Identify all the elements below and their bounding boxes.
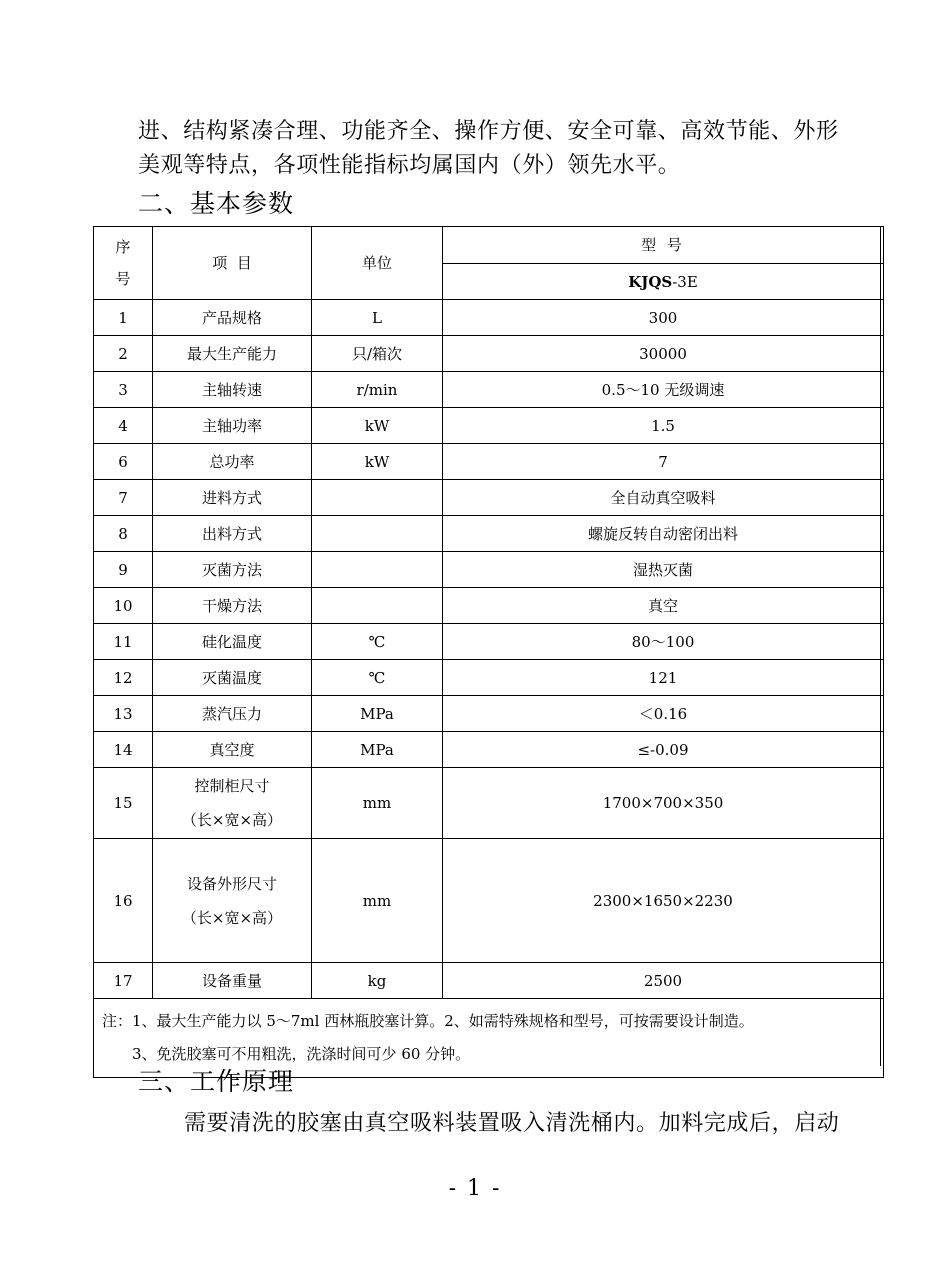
cell-seq: 7 (94, 480, 153, 516)
table-row (94, 444, 884, 480)
table-row (94, 768, 884, 839)
table-row (94, 336, 884, 372)
cell-item-line1: 控制柜尺寸 (194, 777, 270, 795)
cell-seq: 1 (94, 300, 153, 336)
header-model-code (443, 264, 884, 300)
cell-value: 1.5 (443, 408, 884, 444)
cell-seq: 17 (94, 963, 153, 999)
table-row (94, 696, 884, 732)
cell-seq: 11 (94, 624, 153, 660)
table-row (94, 516, 884, 552)
intro-line-2: 美观等特点，各项性能指标均属国内（外）领先水平。 (138, 153, 681, 178)
cell-unit (312, 516, 443, 552)
cell-seq: 9 (94, 552, 153, 588)
cell-unit (312, 480, 443, 516)
cell-item: 总功率 (153, 444, 312, 480)
cell-item: 硅化温度 (153, 624, 312, 660)
header-seq-top: 序 (115, 238, 131, 256)
cell-seq: 8 (94, 516, 153, 552)
table-row (94, 588, 884, 624)
cell-unit: MPa (312, 732, 443, 768)
cell-unit: kW (312, 408, 443, 444)
cell-item: 灭菌温度 (153, 660, 312, 696)
cell-value: 螺旋反转自动密闭出料 (443, 516, 884, 552)
table-row (94, 372, 884, 408)
cell-seq: 12 (94, 660, 153, 696)
cell-seq: 14 (94, 732, 153, 768)
table-row (94, 624, 884, 660)
note-line-1: 注：1、最大生产能力以 5～7ml 西林瓶胶塞计算。2、如需特殊规格和型号，可按需要设计制造。 (102, 1012, 754, 1030)
cell-unit: ℃ (312, 660, 443, 696)
parameter-table (93, 226, 884, 1078)
cell-unit: mm (312, 768, 443, 839)
cell-unit: kg (312, 963, 443, 999)
table-row (94, 480, 884, 516)
table-row (94, 732, 884, 768)
cell-item-line2: （长×宽×高） (181, 908, 283, 927)
cell-value: ≤-0.09 (443, 732, 884, 768)
cell-value: 300 (443, 300, 884, 336)
table-row (94, 552, 884, 588)
cell-value: 121 (443, 660, 884, 696)
cell-item: 干燥方法 (153, 588, 312, 624)
section-3-heading: 三、工作原理 (138, 1067, 295, 1096)
cell-seq: 4 (94, 408, 153, 444)
cell-value: 80～100 (443, 624, 884, 660)
cell-value: 2500 (443, 963, 884, 999)
cell-value: 湿热灭菌 (443, 552, 884, 588)
cell-item-line1: 设备外形尺寸 (186, 874, 277, 893)
cell-unit: r/min (312, 372, 443, 408)
cell-item: 灭菌方法 (153, 552, 312, 588)
cell-seq: 10 (94, 588, 153, 624)
section-2-heading: 二、基本参数 (138, 189, 295, 218)
cell-value: 30000 (443, 336, 884, 372)
cell-unit (312, 552, 443, 588)
cell-unit: L (312, 300, 443, 336)
header-unit: 单位 (312, 227, 443, 300)
cell-item: 主轴功率 (153, 408, 312, 444)
cell-item-line2: （长×宽×高） (181, 811, 283, 829)
cell-seq: 3 (94, 372, 153, 408)
cell-value: 全自动真空吸料 (443, 480, 884, 516)
header-item: 项 目 (153, 227, 312, 300)
note-line-2: 3、免洗胶塞可不用粗洗，洗涤时间可少 60 分钟。 (132, 1045, 471, 1063)
table-header-row (94, 227, 884, 264)
cell-item: 真空度 (153, 732, 312, 768)
cell-unit: MPa (312, 696, 443, 732)
cell-value: 真空 (443, 588, 884, 624)
header-seq (94, 227, 153, 300)
table-row (94, 300, 884, 336)
page-number: - 1 - (448, 1176, 502, 1201)
cell-unit: 只/箱次 (312, 336, 443, 372)
header-seq-bottom: 号 (115, 270, 131, 288)
cell-item: 最大生产能力 (153, 336, 312, 372)
cell-value: 2300×1650×2230 (443, 839, 884, 963)
model-code-bold: KJQS (628, 272, 673, 291)
table-row (94, 408, 884, 444)
table-outer-border (880, 226, 884, 1066)
cell-value: 0.5～10 无级调速 (443, 372, 884, 408)
header-model-label: 型 号 (443, 227, 884, 264)
cell-unit (312, 588, 443, 624)
cell-seq: 13 (94, 696, 153, 732)
cell-item: 产品规格 (153, 300, 312, 336)
table-row (94, 660, 884, 696)
cell-item: 设备重量 (153, 963, 312, 999)
cell-seq: 16 (94, 839, 153, 963)
section-3-text: 需要清洗的胶塞由真空吸料装置吸入清洗桶内。加料完成后，启动 (184, 1111, 840, 1136)
model-code-rest: -3E (672, 272, 698, 291)
cell-value: ＜0.16 (443, 696, 884, 732)
cell-item (153, 768, 312, 839)
table-row (94, 963, 884, 999)
table-row (94, 839, 884, 963)
cell-value: 7 (443, 444, 884, 480)
intro-line-1: 进、结构紧凑合理、功能齐全、操作方便、安全可靠、高效节能、外形 (138, 119, 839, 144)
cell-item: 主轴转速 (153, 372, 312, 408)
cell-item: 进料方式 (153, 480, 312, 516)
cell-seq: 15 (94, 768, 153, 839)
cell-item: 出料方式 (153, 516, 312, 552)
cell-seq: 6 (94, 444, 153, 480)
cell-unit: kW (312, 444, 443, 480)
cell-unit: mm (312, 839, 443, 963)
cell-item (153, 839, 312, 963)
cell-unit: ℃ (312, 624, 443, 660)
cell-value: 1700×700×350 (443, 768, 884, 839)
cell-seq: 2 (94, 336, 153, 372)
cell-item: 蒸汽压力 (153, 696, 312, 732)
